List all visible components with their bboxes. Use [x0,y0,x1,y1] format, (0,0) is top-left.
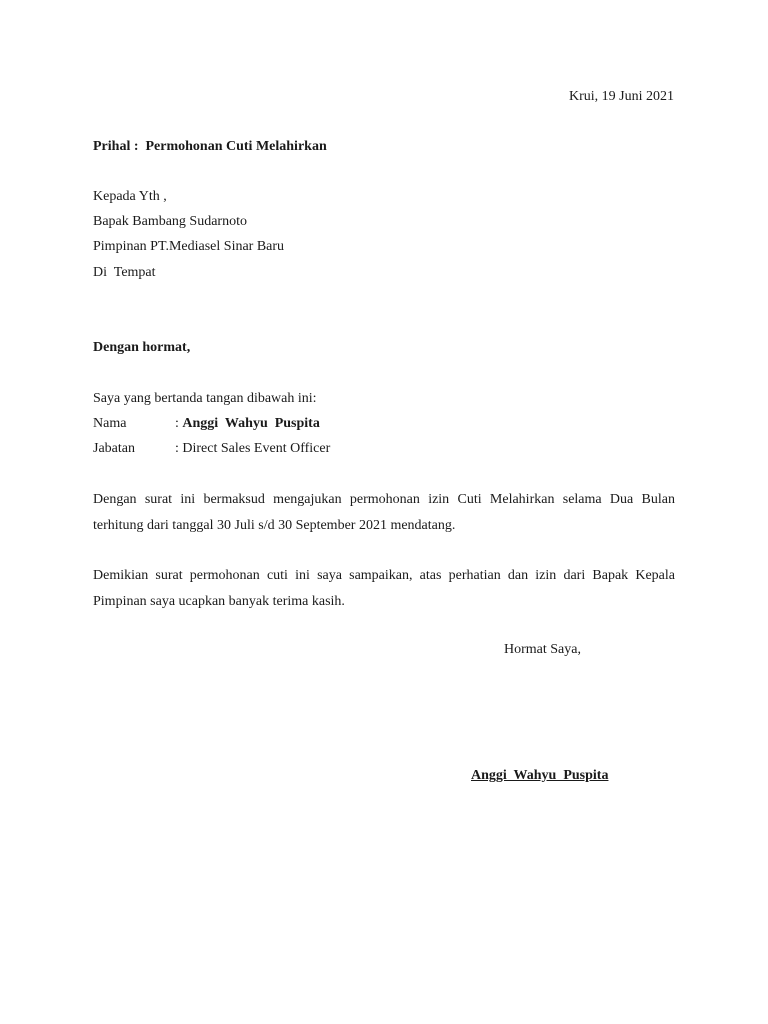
signature-name: Anggi Wahyu Puspita [471,768,609,783]
recipient-name: Bapak Bambang Sudarnoto [93,214,247,229]
position-value: Direct Sales Event Officer [182,441,331,456]
body-paragraph-2: Demikian surat permohonan cuti ini saya sampaikan, atas perhatian dan izin dari Bapak Kepala Pimpinan saya ucapkan banyak terima kasih. [93,568,675,609]
intro-text: Saya yang bertanda tangan dibawah ini: [93,391,317,406]
recipient-line-1: Kepada Yth , [93,189,167,204]
subject-text: Permohonan Cuti Melahirkan [145,139,327,154]
recipient-position: Pimpinan PT.Mediasel Sinar Baru [93,239,285,254]
subject-label: Prihal : [93,139,139,154]
place-date: Krui, 19 Juni 2021 [569,89,674,104]
recipient-place: Di Tempat [93,265,156,280]
body-paragraph-1: Dengan surat ini bermaksud mengajukan permohonan izin Cuti Melahirkan selama Dua Bulan terhitung dari tanggal 30 Juli s/d 30 September 2021 mendatang. [93,492,675,533]
subject-line [93,138,327,156]
greeting: Dengan hormat, [93,340,191,355]
closing-salutation: Hormat Saya, [504,642,581,657]
name-value: Anggi Wahyu Puspita [182,416,320,431]
name-row [93,415,320,433]
position-label: Jabatan [93,441,135,456]
position-row [93,440,330,458]
position-separator: : [175,441,179,456]
name-separator: : [175,416,179,431]
name-label: Nama [93,416,127,431]
